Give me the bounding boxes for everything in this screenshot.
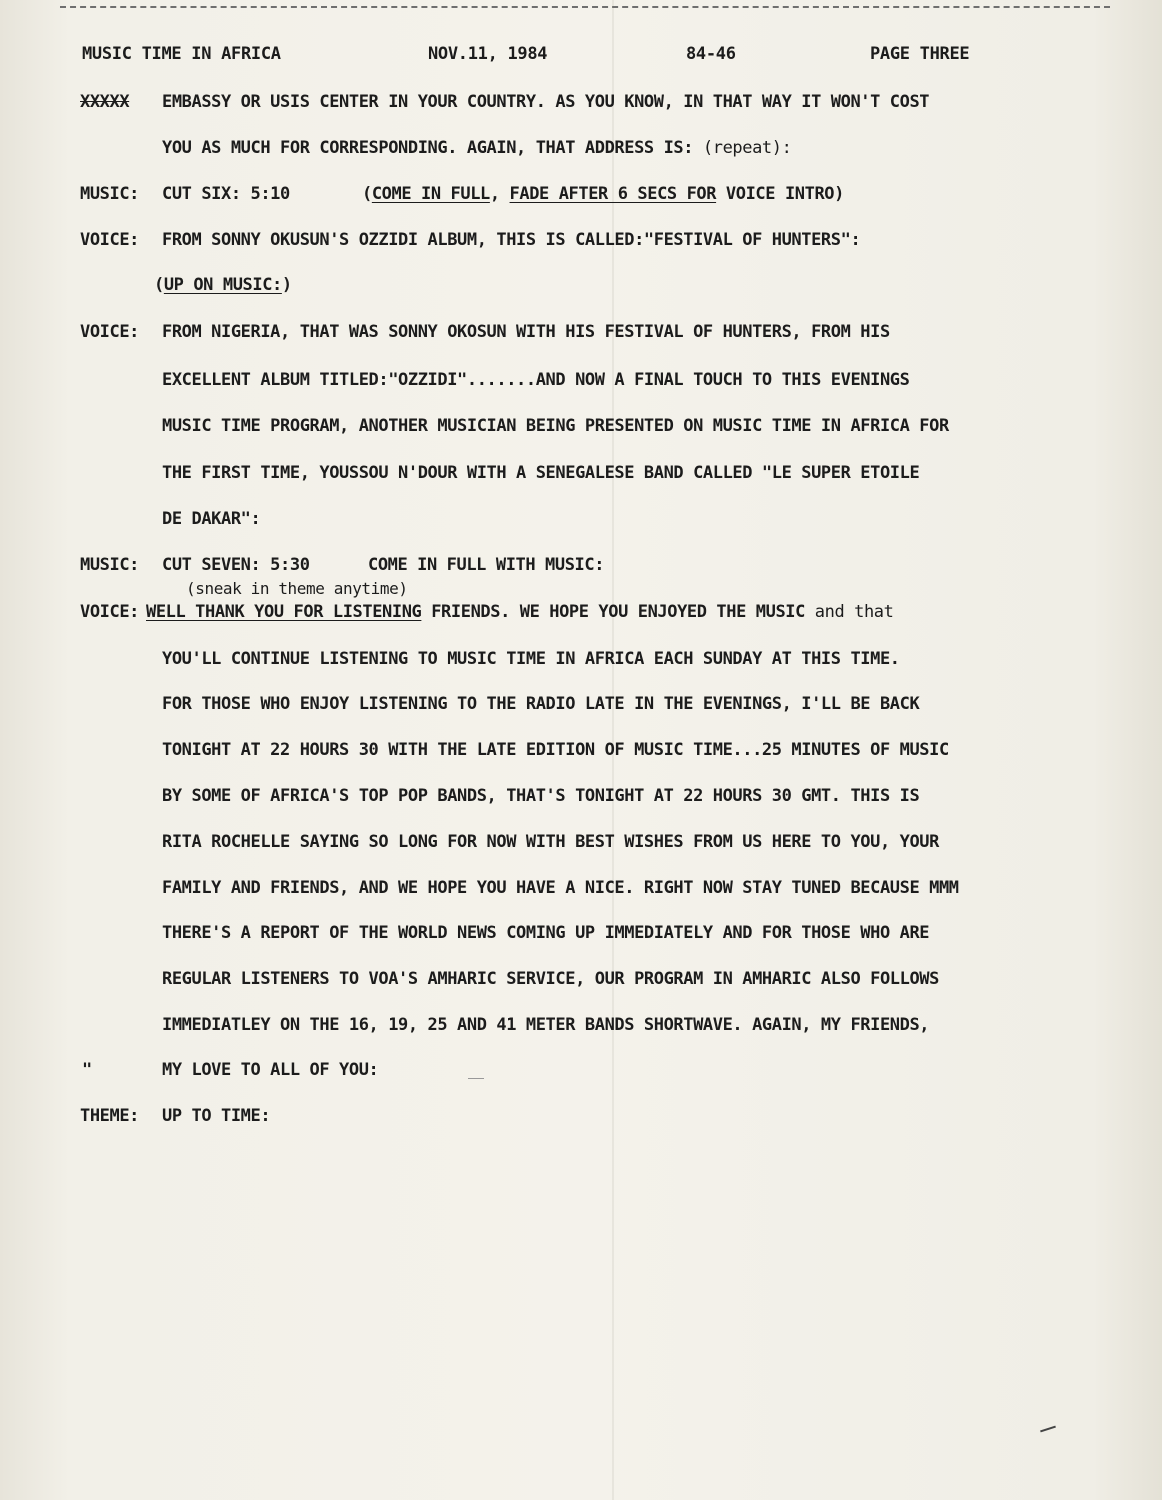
page-header xyxy=(0,44,1162,74)
thank-you-underlined: WELL THANK YOU FOR LISTENING xyxy=(146,602,422,622)
voice-2-line: FROM NIGERIA, THAT WAS SONNY OKOSUN WITH HIS FESTIVAL OF HUNTERS, FROM HIS xyxy=(162,322,890,342)
voice-3-line: TONIGHT AT 22 HOURS 30 WITH THE LATE EDITION OF MUSIC TIME...25 MINUTES OF MUSIC xyxy=(162,740,949,760)
voice-3-first-line xyxy=(146,600,893,624)
voice-label-3: VOICE: xyxy=(80,602,140,622)
continuation-line-2-text: YOU AS MUCH FOR CORRESPONDING. AGAIN, THAT ADDRESS IS: xyxy=(162,138,703,158)
music-label-1: MUSIC: xyxy=(80,184,140,204)
repeat-note: (repeat): xyxy=(702,138,792,158)
broadcast-date: NOV.11, 1984 xyxy=(428,44,548,64)
voice-3-line: YOU'LL CONTINUE LISTENING TO MUSIC TIME IN AFRICA EACH SUNDAY AT THIS TIME. xyxy=(162,649,900,669)
music-instruction-2: COME IN FULL WITH MUSIC: xyxy=(368,555,605,575)
voice-3-line: FOR THOSE WHO ENJOY LISTENING TO THE RADIO LATE IN THE EVENINGS, I'LL BE BACK xyxy=(162,694,920,714)
music-cut-seven: CUT SEVEN: 5:30 xyxy=(162,555,310,575)
instr-come-in-full: COME IN FULL xyxy=(371,184,490,204)
voice-3-line: THERE'S A REPORT OF THE WORLD NEWS COMING UP IMMEDIATELY AND FOR THOSE WHO ARE xyxy=(162,923,930,943)
voice-3-line: RITA ROCHELLE SAYING SO LONG FOR NOW WITH BEST WISHES FROM US HERE TO YOU, YOUR xyxy=(162,832,939,852)
voice-2-line: DE DAKAR": xyxy=(162,509,261,529)
and-that-text: and that xyxy=(814,602,894,622)
voice-2-line: THE FIRST TIME, YOUSSOU N'DOUR WITH A SENEGALESE BAND CALLED "LE SUPER ETOILE xyxy=(162,463,920,483)
voice-3-last-line: MY LOVE TO ALL OF YOU: xyxy=(162,1060,379,1080)
music-cut-six: CUT SIX: 5:10 xyxy=(162,184,290,204)
stray-pen-mark xyxy=(1040,1426,1056,1433)
voice-2-line: EXCELLENT ALBUM TITLED:"OZZIDI".......AND NOW A FINAL TOUCH TO THIS EVENINGS xyxy=(162,370,910,390)
voice-3-line: IMMEDIATLEY ON THE 16, 19, 25 AND 41 METER BANDS SHORTWAVE. AGAIN, MY FRIENDS, xyxy=(162,1015,930,1035)
ditto-mark: " xyxy=(82,1060,92,1080)
voice-label-1: VOICE: xyxy=(80,230,140,250)
thank-you-rest: FRIENDS. WE HOPE YOU ENJOYED THE MUSIC xyxy=(421,602,815,622)
theme-text: UP TO TIME: xyxy=(162,1106,271,1126)
music-label-2: MUSIC: xyxy=(80,555,140,575)
voice-2-line: MUSIC TIME PROGRAM, ANOTHER MUSICIAN BEING PRESENTED ON MUSIC TIME IN AFRICA FOR xyxy=(162,416,949,436)
cue-open: ( xyxy=(154,275,164,295)
continuation-line-1: EMBASSY OR USIS CENTER IN YOUR COUNTRY. AS YOU KNOW, IN THAT WAY IT WON'T COST xyxy=(162,92,930,112)
cue-close: ) xyxy=(281,275,292,295)
sneak-theme-note: (sneak in theme anytime) xyxy=(186,579,408,598)
cue-text: UP ON MUSIC: xyxy=(163,275,282,295)
page-number: PAGE THREE xyxy=(870,44,970,64)
stray-dash-mark xyxy=(468,1078,484,1079)
program-title: MUSIC TIME IN AFRICA xyxy=(82,44,281,64)
up-on-music-cue xyxy=(154,273,292,297)
struck-speaker-label: XXXXX xyxy=(80,92,130,112)
voice-3-line: REGULAR LISTENERS TO VOA'S AMHARIC SERVICE, OUR PROGRAM IN AMHARIC ALSO FOLLOWS xyxy=(162,969,939,989)
voice-3-line: BY SOME OF AFRICA'S TOP POP BANDS, THAT'S TONIGHT AT 22 HOURS 30 GMT. THIS IS xyxy=(162,786,920,806)
theme-label: THEME: xyxy=(80,1106,140,1126)
program-number: 84-46 xyxy=(686,44,736,64)
top-dashed-rule xyxy=(60,6,1110,8)
instr-voice-intro: VOICE INTRO) xyxy=(716,184,844,204)
voice-label-2: VOICE: xyxy=(80,322,140,342)
instr-fade: FADE AFTER 6 SECS FOR xyxy=(509,184,717,204)
instr-separator: , xyxy=(489,184,510,204)
voice-3-line: FAMILY AND FRIENDS, AND WE HOPE YOU HAVE A NICE. RIGHT NOW STAY TUNED BECAUSE MMM xyxy=(162,878,959,898)
continuation-line-2 xyxy=(162,136,791,160)
voice-1-text: FROM SONNY OKUSUN'S OZZIDI ALBUM, THIS IS CALLED:"FESTIVAL OF HUNTERS": xyxy=(162,230,861,250)
music-instruction-1 xyxy=(362,182,844,206)
instr-open: ( xyxy=(362,184,372,204)
